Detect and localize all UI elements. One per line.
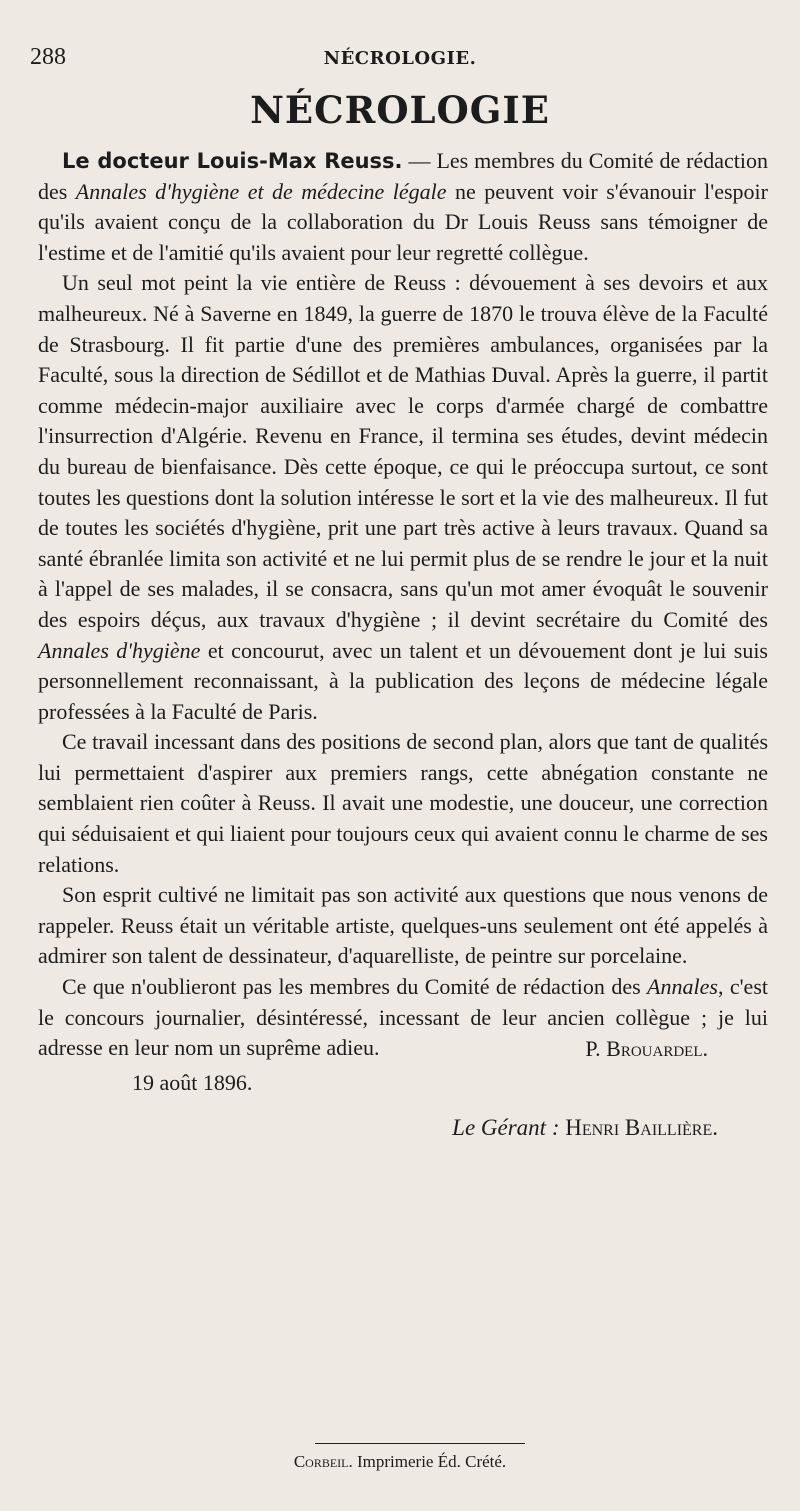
paragraph-3: Ce travail incessant dans des positions de second plan, alors que tant de qualités lui permettaient d'aspirer aux premiers rangs, cette abnégation constante ne semblaient rien coûter à Reuss. Il avait une modestie, une douceur, une correction qui séduisaient et qui liaient pour toujours ceux qui avaient connu le charme de ses relations. [38, 729, 768, 877]
paragraph-2: Un seul mot peint la vie entière de Reuss : dévouement à ses devoirs et aux malheureux. Né à Saverne en 1849, la guerre de 1870 le trouva élève de la Faculté de Strasbourg. Il fit partie d'une des premières ambulances, organisées par la Faculté, sous la direction de Sédillot et de Mathias Duval. Après la guerre, il partit comme médecin-major auxiliaire avec le corps d'armée chargé de combattre l'insurrection d'Algérie. Revenu en France, il termina ses études, devint médecin du bureau de bienfaisance. Dès cette époque, ce qui le préoccupa surtout, ce sont toutes les questions dont la solution intéresse le sort et la vie des malheureux. Il fut de toutes les sociétés d'hygiène, prit une part très active à leurs travaux. Quand sa santé ébranlée limita son activité et ne lui permit plus de se rendre le jour et la nuit à l'appel de ses malades, il se consacra, sans qu'un mot amer évoquât le souvenir des espoirs déçus, aux travaux d'hygiène ; il devint secrétaire du Comité des Annales d'hygiène et concourut, avec un talent et un dévouement dont je lui suis personnellement reconnaissant, à la publication des leçons de médecine légale professées à la Faculté de Paris. [38, 270, 768, 724]
date: 19 août 1896. [132, 1070, 253, 1096]
footer-rule [315, 1443, 525, 1444]
lead-name: Le docteur Louis-Max Reuss. [62, 149, 403, 173]
gerant-line [38, 1113, 768, 1144]
journal-title: Annales d'hygiène [38, 637, 201, 663]
paragraph-4: Son esprit cultivé ne limitait pas son activité aux questions que nous venons de rappeler. Reuss était un véritable artiste, quelques-uns seulement ont été appelés à admirer son talent de dessinateur, d'aquarelliste, de peintre sur porcelaine. [38, 882, 768, 969]
journal-title: Annales d'hygiène et de médecine légale [75, 178, 447, 204]
gerant-label: Le Gérant : [452, 1115, 560, 1140]
printer-line: Corbeil. Imprimerie Éd. Crété. [293, 1452, 507, 1471]
running-head [30, 38, 770, 78]
journal-title: Annales [647, 974, 718, 1000]
running-title: NÉCROLOGIE. [323, 48, 477, 69]
page-number: 288 [30, 44, 66, 70]
gerant-name: Henri Baillière. [565, 1115, 718, 1140]
article-body [38, 146, 768, 1144]
paragraph-5: Ce que n'oublieront pas les membres du Comité de rédaction des Annales, c'est le concours journalier, désintéressé, incessant de leur ancien collègue ; je lui adresse en leur nom un suprême adieu. [38, 974, 768, 1061]
paragraph-1: Le docteur Louis-Max Reuss. — Les membres du Comité de rédaction des Annales d'hygiène et de médecine légale ne peuvent voir s'évanouir l'espoir qu'ils avaient conçu de la collaboration du Dr Louis Reuss sans témoigner de l'estime et de l'amitié qu'ils avaient pour leur regretté collègue. [38, 148, 768, 265]
section-title: NÉCROLOGIE [250, 88, 550, 132]
signature: P. Brouardel. [585, 1035, 708, 1061]
